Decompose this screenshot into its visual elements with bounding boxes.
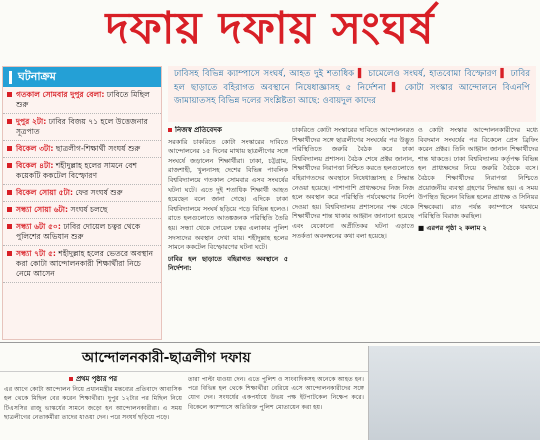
bullet-square-icon: [7, 163, 12, 168]
deck-segment: কোটা সংস্কার আন্দোলনে বিএনপি জামায়াতসহ বিভিন্ন দলের সংশ্লিষ্টতা আছে: ওবায়দুল কাদের: [174, 82, 530, 107]
timeline-item: [3, 246, 161, 283]
deck-segment: ঢাবিসহ বিভিন্ন ক্যাম্পাসে সংঘর্ষ, আহত দুই শতাধিক: [174, 69, 355, 79]
second-headline: আন্দোলনকারী-ছাত্রলীগ দফায়: [82, 350, 251, 366]
deck-separator: ▌: [357, 69, 365, 79]
continued-note: ■ এরপর পৃষ্ঠা ২ কলাম ২: [418, 223, 487, 232]
timeline-desc: ঢাবির বিজয় ৭১ হলে উত্তেজনার সূত্রপাত: [16, 117, 148, 136]
bullet-square-icon: [7, 92, 12, 97]
bullet-square-icon: [69, 377, 73, 381]
body-paragraph: ও কোটা সংস্কার আন্দোলনকারীদের মধ্যে বিবদমান সংঘর্ষের পর বিকেলে প্রেস ব্রিফিং করেন প্রক্টর। তিনি আহ্বান জানান শিক্ষার্থীদের শান্ত থাকতে। ঢাকা বিশ্ববিদ্যালয় কর্তৃপক্ষ বিভিন্ন হল প্রাধ্যক্ষদের নিয়ে জরুরি বৈঠকে বসে। বৈঠকে শিক্ষার্থীদের নিরাপত্তা নিশ্চিতে প্রয়োজনীয় ব্যবস্থা গ্রহণের সিদ্ধান্ত হয়। এ সময় উপস্থিত ছিলেন বিভিন্ন হলের প্রাধ্যক্ষ ও সিনিয়র শিক্ষকেরা। রাত পর্যন্ত ক্যাম্পাসে থমথমে পরিস্থিতি বিরাজ করছিল।: [418, 126, 538, 221]
deck-separator: ▌: [500, 69, 507, 79]
second-story-column-a: [4, 375, 182, 439]
timeline-time: সন্ধ্যা ৭টা ৫:: [16, 249, 56, 258]
bullet-square-icon: [7, 207, 12, 212]
headline-underline: [0, 371, 400, 372]
timeline-time: দুপুর ২টা:: [16, 117, 47, 126]
timeline-time: সন্ধ্যা ৬টা ৫০:: [16, 222, 61, 231]
timeline-desc: সংঘর্ষ চলছে: [70, 205, 108, 214]
timeline-item: [3, 185, 161, 202]
news-photo: [368, 346, 540, 440]
timeline-desc: ঢাবিতে মিছিল শুরু: [16, 90, 150, 109]
timeline-time: বিকেল সোয়া ৫টা:: [16, 188, 73, 197]
timeline-desc: শহীদুল্লাহ হলের সামনে বেশ কয়েকটি ককটেল বিস্ফোরণ: [16, 161, 137, 180]
timeline-header: [3, 67, 161, 87]
timeline-bar-icon: [9, 71, 12, 84]
timeline-title: ঘটনাক্রম: [18, 69, 56, 83]
body-paragraph: সরকারি চাকরিতে কোটা সংস্কারের দাবিতে আন্দোলনের ১৫ দিনের মাথায় ছাত্রলীগের সঙ্গে সংঘর্ষে জড়ালেন শিক্ষার্থীরা। ঢাকা, চট্টগ্রাম, রাজশাহী, খুলনাসহ দেশের বিভিন্ন পাবলিক বিশ্ববিদ্যালয়ে গতকাল সোমবার এসব সংঘর্ষের ঘটনা ঘটে। এতে দুই শতাধিক শিক্ষার্থী আহত হয়েছেন বলে জানা গেছে। এদিকে ঢাকা বিশ্ববিদ্যালয়ে সংঘর্ষ ছড়িয়ে পড়ে বিভিন্ন হলেও। রাতে হলগুলোতে আতঙ্কজনক পরিস্থিতি তৈরি হয়। সন্ধ্যা থেকে দোয়েল চত্বর এলাকায় পুলিশ সদস্যদের অবস্থান দেখা যায়। শহীদুল্লাহ হলের সামনে ককটেল বিস্ফোরণের ঘটনা ঘটে।: [168, 137, 288, 252]
main-headline: দফায় দফায় সংঘর্ষ: [105, 3, 435, 54]
deck-segment: চামেলেও সংঘর্ষ, হাতবোমা বিস্ফোরণ: [368, 69, 497, 79]
timeline-box: [2, 66, 162, 340]
second-story-column-b: [188, 375, 364, 439]
timeline-item: [3, 158, 161, 185]
bullet-square-icon: [168, 128, 172, 132]
body-column-3: [418, 126, 538, 338]
continued-from-label: প্রথম পৃষ্ঠার পর: [4, 375, 182, 384]
story-deck: [168, 66, 536, 122]
deck-separator: ▌: [391, 82, 399, 93]
body-column-2: [292, 126, 414, 338]
subhead: ঢাবির হল ছাড়াতে বহিরাগত অবস্থানে ৫ নির্দেশনা:: [168, 254, 288, 273]
body-paragraph: চাকরিতে কোটা সংস্কারের দাবিতে আন্দোলনরত শিক্ষার্থীদের সঙ্গে ছাত্রলীগের সংঘর্ষের পর উদ্ভূত পরিস্থিতিতে জরুরি বৈঠক করে ঢাকা বিশ্ববিদ্যালয় প্রশাসন। বৈঠক শেষে প্রক্টর জানান, শিক্ষার্থীদের নিরাপত্তা নিশ্চিত করতে হলগুলোতে বহিরাগতদের অবস্থানে নিষেধাজ্ঞাসহ ৫ সিদ্ধান্ত নেওয়া হয়েছে। পাশাপাশি প্রাধ্যক্ষদের নিজ নিজ হলে অবস্থান করে পরিস্থিতি পর্যবেক্ষণের নির্দেশ দেওয়া হয়। বিশ্ববিদ্যালয় প্রশাসনের পক্ষ থেকে শিক্ষার্থীদের শান্ত থাকার আহ্বান জানানো হয়েছে এবং যেকোনো অপ্রীতিকর ঘটনা এড়াতে সতর্কতা অবলম্বনের কথা বলা হয়েছে।: [292, 126, 414, 240]
timeline-desc: ছাত্রলীগ-শিক্ষার্থী সংঘর্ষ শুরু: [55, 144, 141, 153]
bullet-square-icon: [7, 224, 12, 229]
timeline-time: বিকেল ৩টা:: [16, 144, 54, 153]
timeline-item: [3, 114, 161, 141]
timeline-desc: শহীদুল্লাহ হলের ভেতরে অবস্থান করা কোটা আন্দোলনকারী শিক্ষার্থীরা নিচে নেমে আসেন: [16, 249, 153, 278]
bullet-square-icon: [7, 146, 12, 151]
bullet-square-icon: [7, 190, 12, 195]
timeline-desc: ঢাবির দোয়েল চত্বর থেকে পুলিশের অভিযান শুরু: [16, 222, 141, 241]
timeline-item: [3, 141, 161, 158]
timeline-time: সন্ধ্যা সোয়া ৬টা:: [16, 205, 69, 214]
bullet-square-icon: [7, 251, 12, 256]
timeline-item: [3, 87, 161, 114]
deck-segment: ঢাবির হল ছাড়াতে বহিরাগত অবস্থানে নিষেধাজ্ঞাসহ ৫ নির্দেশনা: [174, 69, 531, 93]
timeline-item: [3, 219, 161, 246]
section-divider: [0, 342, 540, 343]
timeline-time: গতকাল সোমবার দুপুর বেলা:: [16, 90, 105, 99]
timeline-list: [3, 87, 161, 283]
body-paragraph: তারা পাল্টা ধাওয়া দেন। এতে পুলিশ ও সাংবাদিকসহ অনেকে আহত হন। পরে বিভিন্ন হল থেকে শিক্ষার্থীরা বেরিয়ে এসে আন্দোলনকারীদের সঙ্গে যোগ দেন। সংঘর্ষের একপর্যায়ে উভয় পক্ষ ইটপাটকেল নিক্ষেপ করে। বিকেলে ক্যাম্পাসে অতিরিক্ত পুলিশ মোতায়েন করা হয়।: [188, 376, 364, 411]
timeline-item: [3, 202, 161, 219]
body-column-1: [168, 126, 288, 338]
timeline-time: বিকেল ৪টা:: [16, 161, 54, 170]
body-paragraph: এর আগে কোটা আন্দোলন নিয়ে প্রধানমন্ত্রীর মন্তব্যের প্রতিবাদে আবাসিক হল থেকে মিছিল বের করেন শিক্ষার্থীরা। দুপুর ১২টার পর মিছিল নিয়ে টিএসসির রাজু ভাস্কর্যের সামনে জড়ো হন আন্দোলনকারীরা। এ সময় ছাত্রলীগের নেতাকর্মীরা তাদের ধাওয়া দেন। পরে সংঘর্ষ ছড়িয়ে পড়ে।: [4, 386, 182, 421]
timeline-desc: ফের সংঘর্ষ শুরু: [75, 188, 123, 197]
byline: নিজস্ব প্রতিবেদক: [168, 126, 288, 136]
bullet-square-icon: [7, 119, 12, 124]
